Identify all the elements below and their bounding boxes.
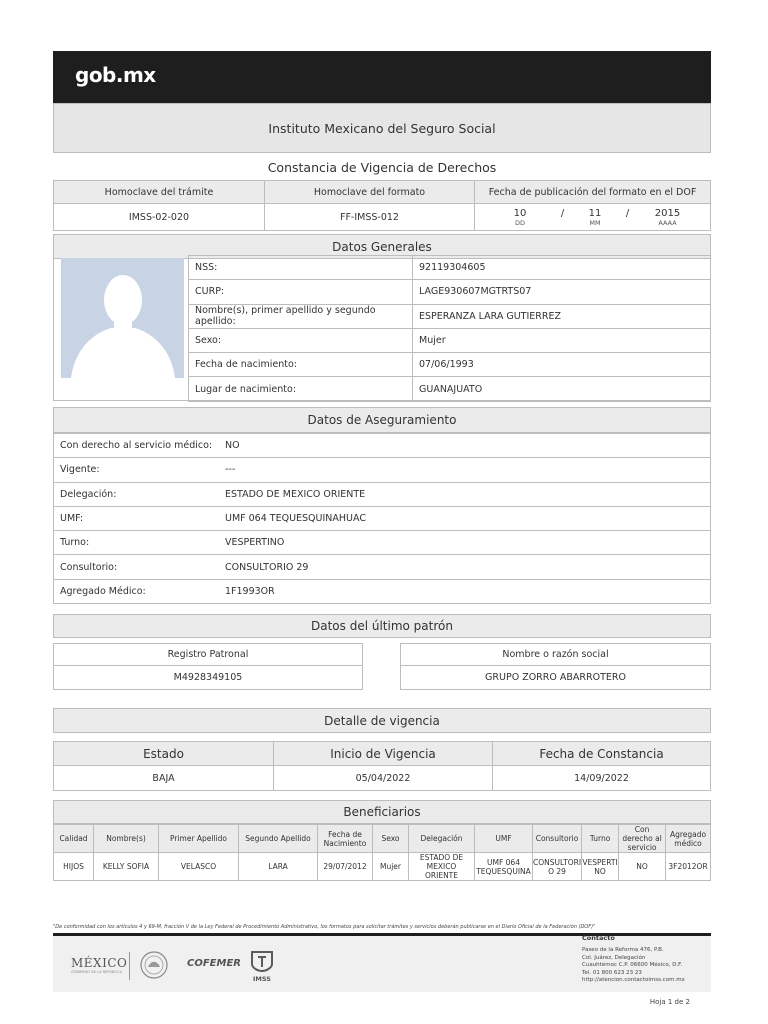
benef-consultorio: CONSULTORI O 29 — [533, 853, 582, 881]
sexo-header: Sexo — [373, 825, 409, 853]
homoclave-formato-value: FF-IMSS-012 — [265, 204, 475, 231]
vigente-label: Vigente: — [54, 458, 220, 482]
benef-delegacion: ESTADO DE MEXICO ORIENTE — [409, 853, 475, 881]
aseguramiento-table — [53, 433, 711, 604]
agregado-medico-label: Agregado Médico: — [54, 579, 220, 603]
logo-divider — [129, 952, 130, 980]
header-bar — [53, 51, 711, 103]
imss-emblem-icon — [250, 950, 274, 972]
umf-label: UMF: — [54, 506, 220, 530]
benef-primer-apellido: VELASCO — [159, 853, 239, 881]
consultorio-label: Consultorio: — [54, 555, 220, 579]
derecho-value: NO — [219, 434, 711, 458]
curp-value: LAGE930607MGTRTS07 — [413, 280, 711, 304]
agregado-medico-value: 1F1993OR — [219, 579, 711, 603]
lugar-nacimiento-label: Lugar de nacimiento: — [189, 377, 413, 401]
delegacion-header: Delegación — [409, 825, 475, 853]
vigencia-header: Detalle de vigencia — [53, 708, 711, 733]
date-separator: / — [625, 207, 630, 219]
homoclave-tramite-header: Homoclave del trámite — [54, 181, 265, 204]
date-dd: 10 — [513, 207, 527, 219]
consultorio-header: Consultorio — [533, 825, 582, 853]
primer-apellido-header: Primer Apellido — [159, 825, 239, 853]
date-mm-label: MM — [589, 218, 601, 227]
date-dd-label: DD — [514, 218, 525, 227]
consultorio-value: CONSULTORIO 29 — [219, 555, 711, 579]
nss-value: 92119304605 — [413, 256, 711, 280]
imss-logo — [249, 950, 275, 982]
fecha-publicacion-header: Fecha de publicación del formato en el DOF — [475, 181, 711, 204]
person-silhouette-icon — [61, 258, 184, 378]
footer-area — [53, 936, 711, 992]
turno-header: Turno — [582, 825, 619, 853]
benef-turno: VESPERTI NO — [582, 853, 619, 881]
institute-name: Instituto Mexicano del Seguro Social — [53, 103, 711, 153]
fecha-nacimiento-label: Fecha de nacimiento: — [189, 353, 413, 377]
fecha-nacimiento-header: Fecha de Nacimiento — [318, 825, 373, 853]
benef-agregado-medico: 3F2012OR — [666, 853, 711, 881]
benef-sexo: Mujer — [373, 853, 409, 881]
table-row — [54, 853, 711, 881]
registro-patronal-table — [53, 643, 363, 690]
photo-placeholder — [61, 258, 184, 378]
registro-patronal-label: Registro Patronal — [54, 644, 363, 666]
delegacion-value: ESTADO DE MEXICO ORIENTE — [219, 482, 711, 506]
date-mm: 11 — [588, 207, 602, 219]
benef-umf: UMF 064 TEQUESQUINA — [475, 853, 533, 881]
fecha-constancia-value: 14/09/2022 — [493, 766, 711, 791]
document-title: Constancia de Vigencia de Derechos — [267, 160, 497, 175]
homoclave-formato-header: Homoclave del formato — [265, 181, 475, 204]
mexico-logo-text: MÉXICO — [71, 956, 128, 970]
patron-header: Datos del último patrón — [53, 614, 711, 638]
inicio-vigencia-value: 05/04/2022 — [274, 766, 493, 791]
beneficiarios-header: Beneficiarios — [53, 800, 711, 824]
nss-label: NSS: — [189, 256, 413, 280]
contact-line: Paseo de la Reforma 476, P.B. — [582, 947, 664, 953]
nombre-value: ESPERANZA LARA GUTIERREZ — [413, 304, 711, 328]
umf-header: UMF — [475, 825, 533, 853]
cofemer-logo: COFEMER — [187, 958, 241, 969]
fecha-publicacion-value — [475, 204, 711, 231]
benef-fecha-nacimiento: 29/07/2012 — [318, 853, 373, 881]
legal-footnote: "De conformidad con los artículos 4 y 69-M, fracción V de la Ley Federal de Procedimiento Administrativo, los formatos para solicitar trámites y servicios deberán publicarse en el Diario Oficial de la Federación (DOF)" — [53, 924, 596, 930]
con-derecho-header: Con derecho al servicio — [619, 825, 666, 853]
registro-patronal-value: M4928349105 — [54, 666, 363, 690]
lugar-nacimiento-value: GUANAJUATO — [413, 377, 711, 401]
date-aaaa: 2015 — [654, 207, 681, 219]
segundo-apellido-header: Segundo Apellido — [239, 825, 318, 853]
date-aaaa-label: AAAA — [658, 218, 677, 227]
imss-logo-text: IMSS — [253, 975, 271, 983]
datos-generales-header: Datos Generales — [53, 234, 711, 259]
date-separator: / — [560, 207, 565, 219]
fecha-constancia-header: Fecha de Constancia — [493, 742, 711, 766]
benef-con-derecho: NO — [619, 853, 666, 881]
nombres-header: Nombre(s) — [94, 825, 159, 853]
benef-nombres: KELLY SOFIA — [94, 853, 159, 881]
fecha-nacimiento-value: 07/06/1993 — [413, 353, 711, 377]
contact-line: Col. Juárez, Delegación — [582, 954, 646, 961]
contact-line: Cuauhtémoc C.P. 06600 México, D.F. — [582, 962, 683, 968]
turno-value: VESPERTINO — [219, 531, 711, 555]
estado-header: Estado — [54, 742, 274, 766]
page-number: Hoja 1 de 2 — [649, 998, 690, 1006]
contact-line: Tel. 01 800 623 23 23 — [582, 969, 642, 976]
razon-social-label: Nombre o razón social — [401, 644, 711, 666]
vigencia-table — [53, 741, 711, 791]
tramite-table — [53, 180, 711, 231]
inicio-vigencia-header: Inicio de Vigencia — [274, 742, 493, 766]
agregado-medico-header: Agregado médico — [666, 825, 711, 853]
curp-label: CURP: — [189, 280, 413, 304]
benef-calidad: HIJOS — [54, 853, 94, 881]
beneficiarios-table — [53, 824, 711, 881]
sexo-label: Sexo: — [189, 328, 413, 352]
gob-mx-logo: gob.mx — [75, 63, 156, 87]
datos-generales-table — [188, 255, 711, 402]
derecho-label: Con derecho al servicio médico: — [54, 434, 220, 458]
contact-block — [582, 934, 707, 985]
delegacion-label: Delegación: — [54, 482, 220, 506]
contact-link[interactable]: http://atencion.contactoimss.com.mx — [582, 977, 685, 983]
sexo-value: Mujer — [413, 328, 711, 352]
calidad-header: Calidad — [54, 825, 94, 853]
contact-title: Contacto — [582, 934, 615, 942]
aseguramiento-header: Datos de Aseguramiento — [53, 407, 711, 433]
estado-value: BAJA — [54, 766, 274, 791]
nombre-label: Nombre(s), primer apellido y segundo apellido: — [189, 304, 413, 328]
turno-label: Turno: — [54, 531, 220, 555]
vigente-value: --- — [219, 458, 711, 482]
seal-icon — [139, 950, 169, 980]
razon-social-value: GRUPO ZORRO ABARROTERO — [401, 666, 711, 690]
mexico-logo — [71, 956, 127, 974]
umf-value: UMF 064 TEQUESQUINAHUAC — [219, 506, 711, 530]
homoclave-tramite-value: IMSS-02-020 — [54, 204, 265, 231]
razon-social-table — [400, 643, 711, 690]
benef-segundo-apellido: LARA — [239, 853, 318, 881]
mexico-logo-subtext: GOBIERNO DE LA REPÚBLICA — [71, 970, 123, 974]
